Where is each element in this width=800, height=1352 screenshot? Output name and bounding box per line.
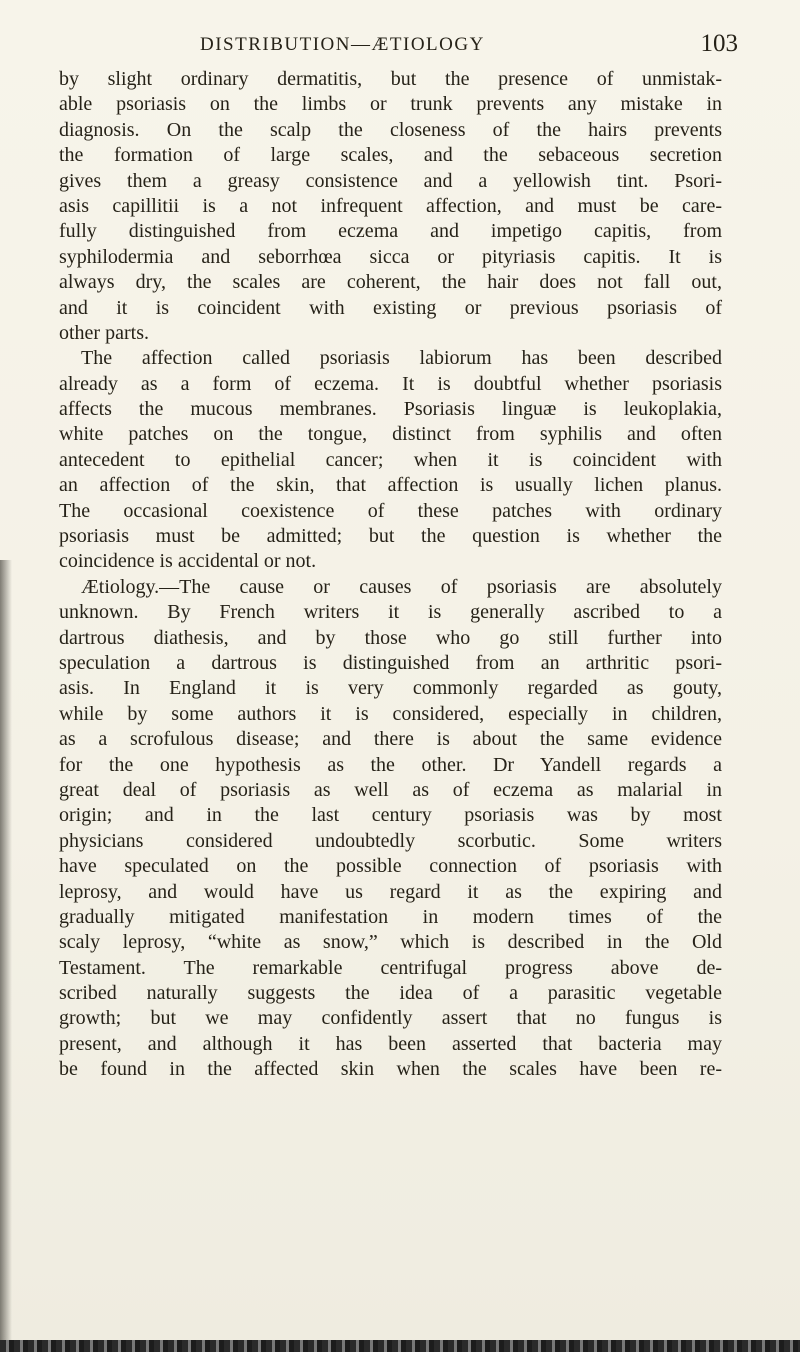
text-line: fully distinguished from eczema and impetigo capitis, from [59,220,722,243]
text-line: present, and although it has been asserted that bacteria may [59,1032,722,1055]
text-line: great deal of psoriasis as well as of eczema as malarial in [59,778,722,801]
text-line: growth; but we may confidently assert that no fungus is [59,1007,722,1030]
text-line: always dry, the scales are coherent, the hair does not fall out, [59,271,722,294]
text-line: unknown. By French writers it is generally ascribed to a [59,601,722,624]
text-line: Ætiology.—The cause or causes of psoriasis are absolutely [81,575,722,598]
text-line: while by some authors it is considered, especially in children, [59,702,722,725]
text-line: have speculated on the possible connection of psoriasis with [59,855,722,878]
text-line: white patches on the tongue, distinct from syphilis and often [59,423,722,446]
text-line: asis. In England it is very commonly regarded as gouty, [59,677,722,700]
text-line: other parts. [59,321,149,344]
running-head: DISTRIBUTION—ÆTIOLOGY [200,34,485,55]
body-text [59,67,722,1083]
text-line: scaly leprosy, “white as snow,” which is described in the Old [59,931,722,954]
text-line: The affection called psoriasis labiorum has been described [81,347,722,370]
text-line: be found in the affected skin when the scales have been re- [59,1058,722,1081]
page-header [200,30,740,66]
text-line: The occasional coexistence of these patches with ordinary [59,499,722,522]
page-number: 103 [700,30,738,57]
text-line: already as a form of eczema. It is doubtful whether psoriasis [59,372,722,395]
text-line: diagnosis. On the scalp the closeness of the hairs prevents [59,118,722,141]
text-line: able psoriasis on the limbs or trunk prevents any mistake in [59,93,722,116]
text-line: leprosy, and would have us regard it as the expiring and [59,880,722,903]
text-line: coincidence is accidental or not. [59,550,317,573]
text-line: the formation of large scales, and the sebaceous secretion [59,144,722,167]
text-line: dartrous diathesis, and by those who go still further into [59,626,722,649]
text-line: scribed naturally suggests the idea of a parasitic vegetable [59,982,722,1005]
text-line: by slight ordinary dermatitis, but the presence of unmistak- [59,68,722,90]
binding-shadow [0,560,12,1352]
text-line: speculation a dartrous is distinguished from an arthritic psori- [59,651,722,674]
text-line: antecedent to epithelial cancer; when it is coincident with [59,448,722,471]
text-line: for the one hypothesis as the other. Dr Yandell regards a [59,753,722,776]
text-line: gives them a greasy consistence and a yellowish tint. Psori- [59,169,722,192]
text-line: and it is coincident with existing or previous psoriasis of [59,296,722,319]
text-line: asis capillitii is a not infrequent affection, and must be care- [59,194,722,217]
scan-edge-band [0,1340,800,1352]
text-line: affects the mucous membranes. Psoriasis linguæ is leukoplakia, [59,398,722,421]
text-line: psoriasis must be admitted; but the question is whether the [59,525,722,548]
text-line: gradually mitigated manifestation in modern times of the [59,905,722,928]
text-line: as a scrofulous disease; and there is about the same evidence [59,728,722,751]
text-line: origin; and in the last century psoriasis was by most [59,804,722,827]
text-line: physicians considered undoubtedly scorbutic. Some writers [59,829,722,852]
text-line: syphilodermia and seborrhœa sicca or pityriasis capitis. It is [59,245,722,268]
text-line: an affection of the skin, that affection is usually lichen planus. [59,474,722,497]
text-line: Testament. The remarkable centrifugal progress above de- [59,956,722,979]
